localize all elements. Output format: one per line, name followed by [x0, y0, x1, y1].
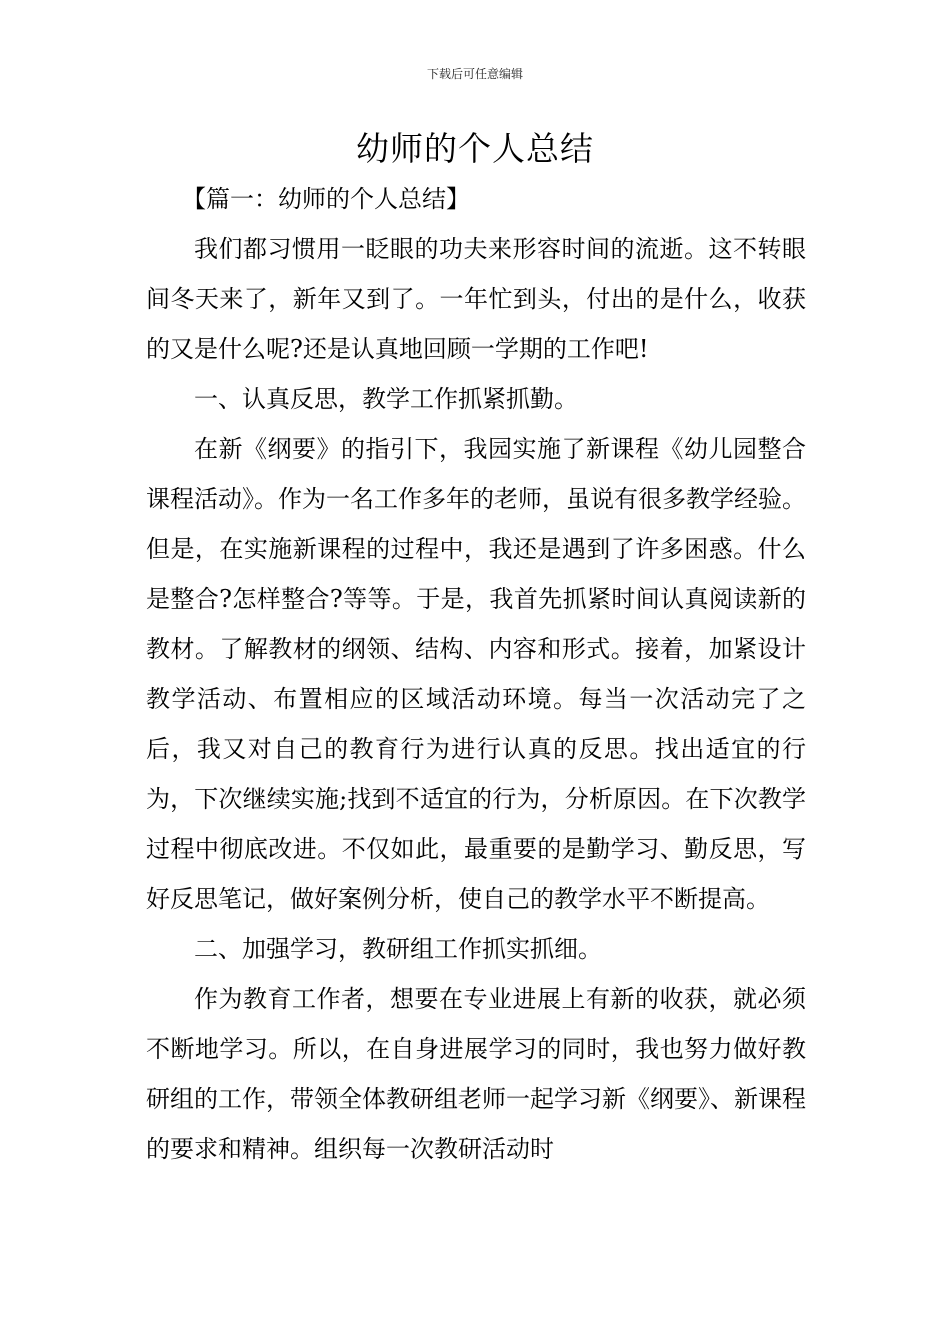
header-note: 下载后可任意编辑 — [426, 67, 523, 81]
section-label: 【篇一：幼师的个人总结】 — [182, 185, 470, 213]
paragraph-heading-1: 一、认真反思，教学工作抓紧抓勤。 — [194, 385, 578, 413]
document-title: 幼师的个人总结 — [356, 129, 594, 168]
document-body — [146, 174, 806, 1174]
paragraph-intro: 我们都习惯用一眨眼的功夫来形容时间的流逝。这不转眼间冬天来了，新年又到了。一年忙到头，付出的是什么，收获的又是什么呢?还是认真地回顾一学期的工作吧! — [146, 235, 806, 363]
paragraph-body-2: 作为教育工作者，想要在专业进展上有新的收获，就必须不断地学习。所以，在自身进展学习的同时，我也努力做好教研组的工作，带领全体教研组老师一起学习新《纲要》、新课程的要求和精神。组织每一次教研活动时 — [146, 985, 806, 1163]
paragraph-heading-2: 二、加强学习，教研组工作抓实抓细。 — [194, 935, 602, 963]
paragraph-body-1: 在新《纲要》的指引下，我园实施了新课程《幼儿园整合课程活动》。作为一名工作多年的老师，虽说有很多教学经验。但是，在实施新课程的过程中，我还是遇到了许多困惑。什么是整合?怎样整合?等等。于是，我首先抓紧时间认真阅读新的教材。了解教材的纲领、结构、内容和形式。接着，加紧设计教学活动、布置相应的区域活动环境。每当一次活动完了之后，我又对自己的教育行为进行认真的反思。找出适宜的行为，下次继续实施;找到不适宜的行为，分析原因。在下次教学过程中彻底改进。不仅如此，最重要的是勤学习、勤反思，写好反思笔记，做好案例分析，使自己的教学水平不断提高。 — [146, 435, 806, 913]
